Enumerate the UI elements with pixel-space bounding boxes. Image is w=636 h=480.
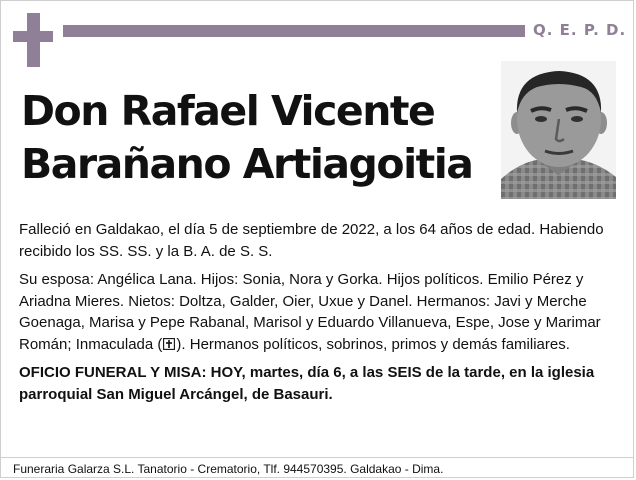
family-list-part-1: Su esposa: Angélica Lana. Hijos: Sonia, Nora y Gorka. Hijos políticos. Emilio Pérez y Ariadna Mieres. Nietos: Doltza, Galder, Oier, Uxue y Danel. Hermanos: Javi y Merche Goenaga, Marisa y Pepe Rabanal, Marisol y Eduardo Villanueva, Espe, Jose y Marimar Román; Inmaculada (: [19, 271, 601, 353]
header-rule: [63, 25, 525, 37]
family-list-part-2: ). Hermanos políticos, sobrinos, primos y demás familiares.: [176, 335, 570, 353]
name-line-2: Barañano Artiagoitia: [21, 140, 473, 188]
name-line-1: Don Rafael Vicente: [21, 87, 435, 135]
qepd-label: Q. E. P. D.: [533, 21, 627, 39]
death-notice: Falleció en Galdakao, el día 5 de septiembre de 2022, a los 64 años de edad. Habiendo recibido los SS. SS. y la B. A. de S. S.: [19, 221, 604, 260]
funeral-home-footer: Funeraria Galarza S.L. Tanatorio - Crematorio, Tlf. 944570395. Galdakao - Dima.: [1, 457, 633, 478]
portrait-illustration: [501, 61, 616, 199]
deceased-cross-icon: [163, 338, 175, 350]
family-list: [19, 269, 621, 355]
cross-icon: [13, 13, 53, 67]
deceased-name: [21, 85, 491, 191]
funeral-details: OFICIO FUNERAL Y MISA: HOY, martes, día 6, a las SEIS de la tarde, en la iglesia parroquial San Miguel Arcángel, de Basauri.: [19, 364, 595, 403]
notice-body: [19, 219, 621, 412]
portrait-photo: [501, 61, 616, 199]
